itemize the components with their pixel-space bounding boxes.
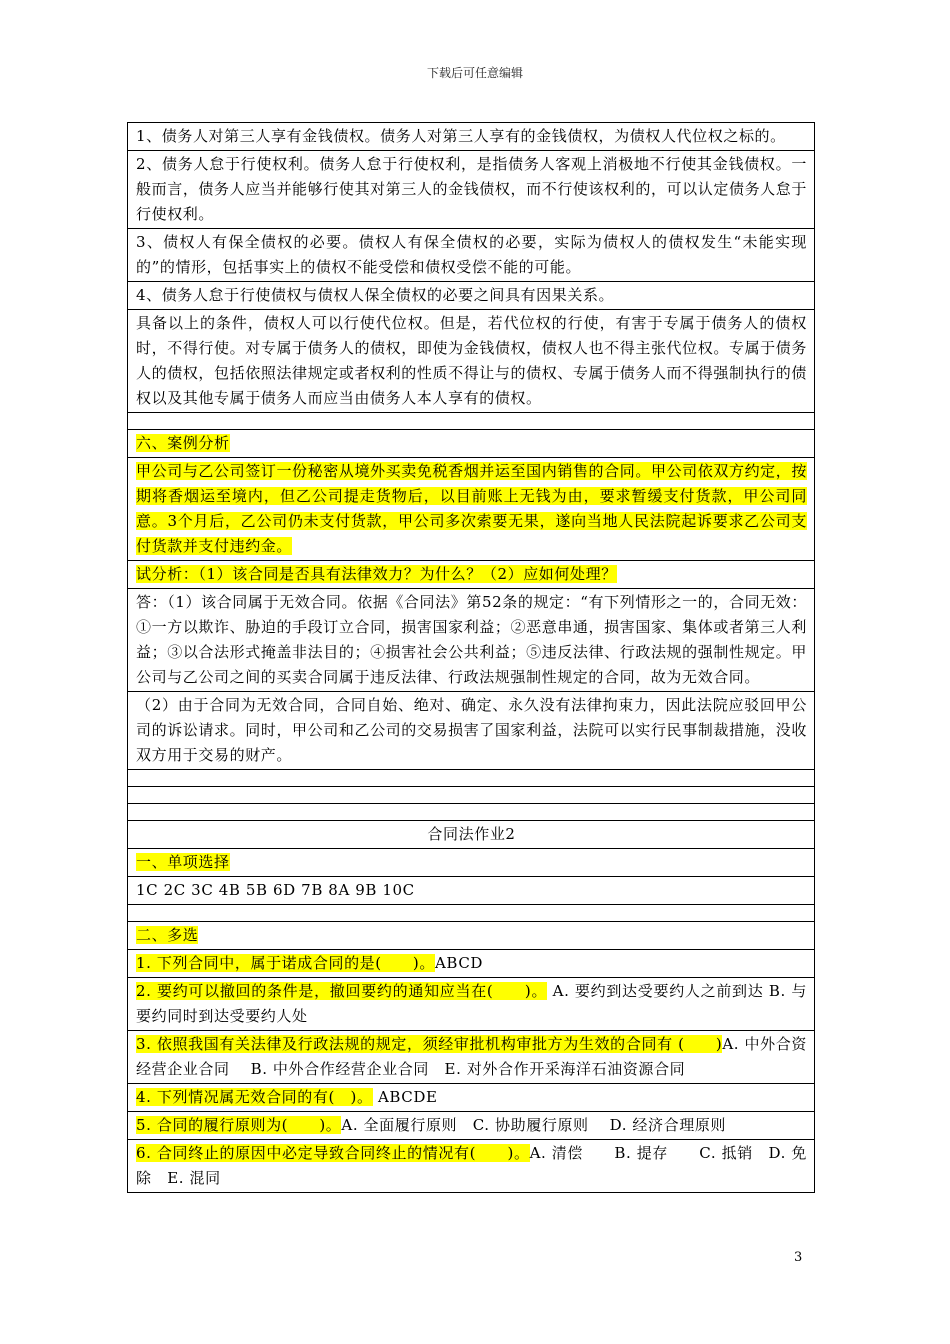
question-3	[128, 1031, 815, 1084]
table-row	[128, 950, 815, 978]
empty-row	[128, 804, 815, 821]
answer-text: A. 全面履行原则 C. 协助履行原则 D. 经济合理原则	[341, 1116, 727, 1134]
question-1	[128, 950, 815, 978]
empty-cell	[128, 413, 815, 430]
table-row	[128, 1031, 815, 1084]
empty-cell	[128, 770, 815, 787]
table-row	[128, 821, 815, 849]
table-row	[128, 561, 815, 589]
section-heading-case	[128, 430, 815, 458]
empty-cell	[128, 905, 815, 922]
table-row	[128, 849, 815, 877]
page-number: 3	[794, 1250, 803, 1265]
table-row	[128, 1112, 815, 1140]
empty-cell	[128, 787, 815, 804]
case-question	[128, 561, 815, 589]
highlight-text: 六、案例分析	[136, 434, 230, 452]
table-row	[128, 229, 815, 282]
content-table	[127, 122, 815, 1193]
empty-row	[128, 787, 815, 804]
answer-text: ABCD	[435, 954, 484, 972]
question-4	[128, 1084, 815, 1112]
table-row	[128, 430, 815, 458]
table-row	[128, 123, 815, 151]
question-6	[128, 1140, 815, 1193]
page-header: 下载后可任意编辑	[426, 66, 523, 80]
table-cell: 具备以上的条件，债权人可以行使代位权。但是，若代位权的行使，有害于专属于债务人的债权时，不得行使。对专属于债务人的债权，即使为金钱债权，债权人也不得主张代位权。专属于债务人的债权，包括依照法律规定或者权利的性质不得让与的债权、专属于债务人而不得强制执行的债权以及其他专属于债务人而应当由债务人本人享有的债权。	[128, 310, 815, 413]
single-choice-answers: 1C 2C 3C 4B 5B 6D 7B 8A 9B 10C	[128, 877, 815, 905]
question-2	[128, 978, 815, 1031]
empty-row	[128, 905, 815, 922]
table-row	[128, 589, 815, 692]
answer-text: A. 要约到达受要约人之前到达 B. 与要约同时到达受要约人处	[136, 982, 807, 1025]
answer-text: A. 中外合资经营企业合同 B. 中外合作经营企业合同 E. 对外合作开采海洋石油资源合同	[136, 1035, 808, 1078]
answer-part-2: （2）由于合同为无效合同，合同自始、绝对、确定、永久没有法律拘束力，因此法院应驳回甲公司的诉讼请求。同时，甲公司和乙公司的交易损害了国家利益，法院可以实行民事制裁措施，没收双方用于交易的财产。	[128, 692, 815, 770]
question-text: 2. 要约可以撤回的条件是，撤回要约的通知应当在( )。	[136, 982, 548, 1000]
highlight-text: 试分析：（1）该合同是否具有法律效力？为什么？（2）应如何处理？	[136, 565, 617, 583]
homework-title: 合同法作业2	[128, 821, 815, 849]
table-row	[128, 1084, 815, 1112]
question-text: 4. 下列情况属无效合同的有( )。	[136, 1088, 373, 1106]
answer-text: ABCDE	[372, 1088, 438, 1106]
highlight-text: 一、单项选择	[136, 853, 230, 871]
section-heading-multi-choice	[128, 922, 815, 950]
table-row	[128, 922, 815, 950]
table-row	[128, 151, 815, 229]
answer-part-1: 答：（1）该合同属于无效合同。依据《合同法》第52条的规定：“有下列情形之一的，合同无效：①一方以欺诈、胁迫的手段订立合同，损害国家利益；②恶意串通，损害国家、集体或者第三人利益；③以合法形式掩盖非法目的；④损害社会公共利益；⑤违反法律、行政法规的强制性规定。甲公司与乙公司之间的买卖合同属于违反法律、行政法规强制性规定的合同，故为无效合同。	[128, 589, 815, 692]
table-row	[128, 282, 815, 310]
highlight-text: 二、多选	[136, 926, 199, 944]
table-cell: 4、债务人怠于行使债权与债权人保全债权的必要之间具有因果关系。	[128, 282, 815, 310]
question-text: 6. 合同终止的原因中必定导致合同终止的情况有( )。	[136, 1144, 530, 1162]
empty-row	[128, 770, 815, 787]
table-cell: 1、债务人对第三人享有金钱债权。债务人对第三人享有的金钱债权，为债权人代位权之标的。	[128, 123, 815, 151]
answer-text: A. 清偿 B. 提存 C. 抵销 D. 免除 E. 混同	[136, 1144, 807, 1187]
highlight-text: 甲公司与乙公司签订一份秘密从境外买卖免税香烟并运至国内销售的合同。甲公司依双方约定，按期将香烟运至境内，但乙公司提走货物后，以目前账上无钱为由，要求暂缓支付货款，甲公司同意。3个月后，乙公司仍未支付货款，甲公司多次索要无果，遂向当地人民法院起诉要求乙公司支付货款并支付违约金。	[136, 462, 807, 555]
table-row	[128, 310, 815, 413]
case-description	[128, 458, 815, 561]
empty-row	[128, 413, 815, 430]
question-text: 3. 依照我国有关法律及行政法规的规定，须经审批机构审批方为生效的合同有 ( )	[136, 1035, 723, 1053]
empty-cell	[128, 804, 815, 821]
question-text: 5. 合同的履行原则为( )。	[136, 1116, 342, 1134]
table-row	[128, 877, 815, 905]
table-row	[128, 692, 815, 770]
table-row	[128, 458, 815, 561]
question-text: 1. 下列合同中，属于诺成合同的是( )。	[136, 954, 435, 972]
question-5	[128, 1112, 815, 1140]
table-row	[128, 1140, 815, 1193]
table-cell: 3、债权人有保全债权的必要。债权人有保全债权的必要，实际为债权人的债权发生“未能实现的”的情形，包括事实上的债权不能受偿和债权受偿不能的可能。	[128, 229, 815, 282]
section-heading-single-choice	[128, 849, 815, 877]
table-cell: 2、债务人怠于行使权利。债务人怠于行使权利，是指债务人客观上消极地不行使其金钱债权。一般而言，债务人应当并能够行使其对第三人的金钱债权，而不行使该权利的，可以认定债务人怠于行使权利。	[128, 151, 815, 229]
table-row	[128, 978, 815, 1031]
